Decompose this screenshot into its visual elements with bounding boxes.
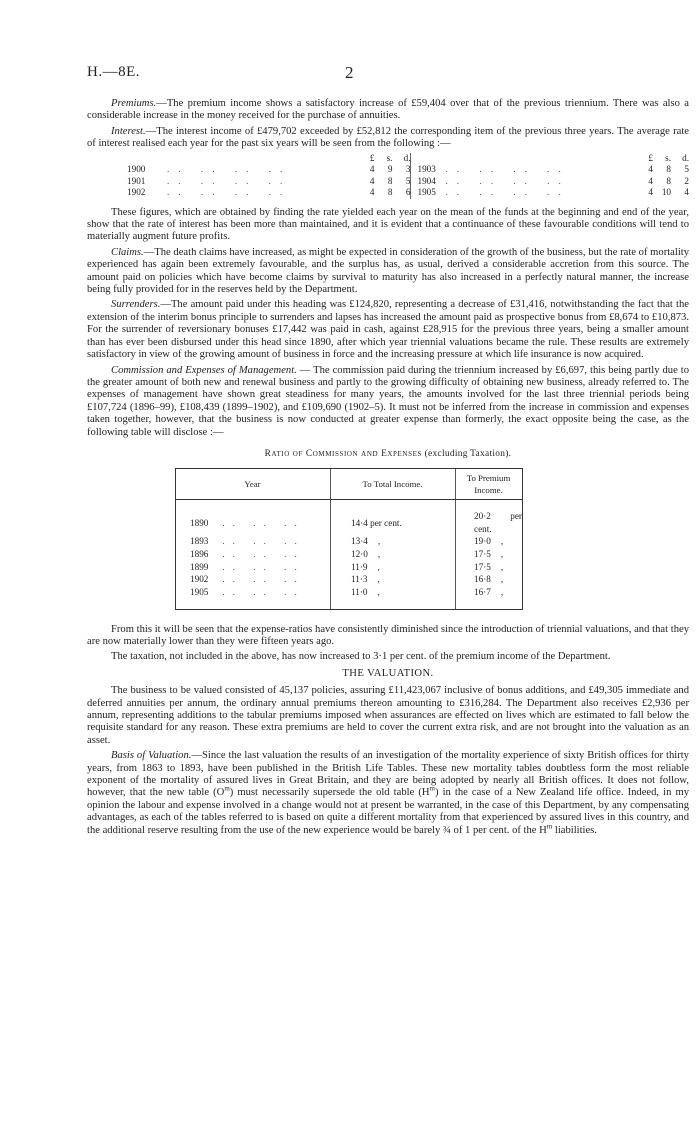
ratio-year: 1902 — [190, 574, 209, 585]
surrenders-paragraph — [87, 299, 689, 361]
ditto-mark: , — [377, 536, 381, 547]
ratio-total: 11·3 — [351, 574, 368, 585]
column-header-year: Year — [176, 469, 331, 500]
ditto-mark: , — [377, 587, 380, 598]
ratio-year: 1899 — [190, 561, 209, 572]
basis-text: ) in the case of a New Zealand life office. Indeed, in my opinion the labour and expense involved in a change would not at present be warranted, in the case of this Department, by any compensating advantages, as each of the tables referred to is based on quite a different mortality from that experienced by assured lives in this country, and the additional reserve resulting from the use of the new experience would be barely ¾ of 1 per cent. of the H — [87, 787, 690, 836]
ratio-row: 1890 .. .. .. 14·4 per cent. 20·2 per cent. — [176, 500, 523, 535]
rate-year: 1901 — [127, 175, 146, 186]
commission-paragraph — [87, 365, 689, 439]
rate-shillings: 9 — [387, 164, 393, 175]
basis-text: liabilities. — [552, 824, 597, 836]
rate-pence: 2 — [684, 175, 689, 186]
superscript: m — [546, 822, 553, 831]
unit-pounds: £ — [648, 152, 653, 163]
ratio-total: 11·9 — [351, 561, 368, 572]
ditto-mark: , — [377, 548, 381, 559]
rate-year: 1905 — [417, 187, 436, 198]
rate-shillings: 10 — [661, 187, 671, 198]
commission-text: — The commission paid during the triennium increased by £6,697, this being partly due to the greater amount of both new and renewal business and partly to the growing difficulty of obtaining new business, already referred to. The expenses of management have shown great steadiness for many years, the amounts involved for the last three triennial periods being £107,724 (1896–99), £108,439 (1899–1902), and £109,690 (1902–5). It must not be inferred from the increase in commission and expenses taken together, however, that the business is now conducted at greater expense than formerly, the exact opposite being the case, as the following table will disclose :— — [87, 364, 689, 438]
section-heading-valuation: THE VALUATION. — [342, 667, 434, 679]
rate-pence: 5 — [684, 164, 689, 175]
ratio-premium: 17·5 — [474, 548, 491, 559]
ratio-premium: 17·5 — [474, 561, 491, 572]
interest-rate-row: 1902 .. .. .. .. 4 8 6 1905 .. .. .. .. 4 10 4 — [87, 187, 689, 199]
taxation-paragraph: The taxation, not included in the above, has now increased to 3·1 per cent. of the premium income of the Department. — [111, 651, 611, 663]
rate-pounds: 4 — [369, 164, 375, 175]
unit-pounds: £ — [369, 152, 375, 163]
premiums-text: —The premium income shows a satisfactory increase of £59,404 over that of the previous triennium. There was also a considerable increase in the money received for the purchase of annuities. — [87, 98, 689, 122]
interest-rate-units-row — [87, 153, 689, 165]
ratio-row: 1896 .. .. .. 12·0 , 17·5 , — [176, 548, 523, 561]
interest-rate-row: 1900 .. .. .. .. 4 9 3 1903 .. .. .. .. 4 8 5 — [87, 164, 689, 176]
interest-heading: Interest. — [111, 125, 146, 137]
commission-heading: Commission and Expenses of Management. — [111, 364, 297, 376]
rate-year: 1900 — [127, 164, 146, 175]
rate-pounds: 4 — [648, 164, 653, 175]
rate-year: 1902 — [127, 187, 146, 198]
ratio-table — [175, 468, 523, 609]
rate-shillings: 8 — [387, 175, 393, 186]
ditto-mark: , — [500, 548, 504, 559]
rate-pence: 5 — [405, 175, 411, 186]
premiums-paragraph — [87, 98, 689, 123]
ratio-row: 1905 .. .. .. 11·0 , 16·7 , — [176, 586, 523, 609]
ratio-year: 1890 — [190, 517, 209, 528]
ratio-row: 1899 .. .. .. 11·9 , 17·5 , — [176, 561, 523, 574]
rate-year: 1903 — [417, 164, 436, 175]
unit-shillings: s. — [665, 152, 671, 163]
ditto-mark: , — [500, 536, 504, 547]
expense-ratio-paragraph: From this it will be seen that the expense-ratios have consistently diminished since the introduction of triennial valuations, and that they are now materially lower than they were fifteen years ago. — [87, 623, 689, 647]
basis-heading: Basis of Valuation. — [111, 750, 192, 762]
basis-text: —Since the last valuation the results of an investigation of the mortality experience of sixty British offices for thirty years, from 1863 to 1893, have been published in the British Life Tables. These new mortality tables doubtless form the most reliable exponent of the mortality of assured lives in Great Britain, and they are being adopted by nearly all British offices. It does not follow, however, that the new table (O — [87, 750, 689, 799]
page-number: 2 — [345, 63, 354, 82]
premiums-heading: Premiums. — [111, 98, 157, 109]
surrenders-heading: Surrenders. — [111, 299, 161, 311]
ditto-mark: , — [500, 561, 504, 572]
rate-pence: 4 — [684, 187, 689, 198]
rate-pence: 6 — [405, 187, 411, 198]
ratio-year: 1896 — [190, 548, 209, 559]
rate-pounds: 4 — [369, 187, 375, 198]
claims-text: —The death claims have increased, as might be expected in consideration of the growth of the business, but the rate of mortality experienced has again been extremely favourable, and the surplus has, as usual, derived a considerable accretion from this source. The amount paid on policies which have become claims by survival to maturity has also increased in a perfectly natural manner, the increase being fully provided for in the reserves held by the Department. — [87, 246, 689, 296]
column-header-premium-income: To Premium Income. — [456, 469, 523, 500]
ratio-year: 1893 — [190, 536, 209, 547]
ratio-table-title — [87, 448, 689, 460]
interest-rate-table — [87, 153, 689, 199]
rate-shillings: 8 — [387, 187, 393, 198]
rate-pounds: 4 — [648, 175, 653, 186]
surrenders-text: —The amount paid under this heading was £124,820, representing a decrease of £31,416, notwithstanding the fact that the extension of the interim bonus principle to surrenders and lapses has increased the amount paid as prospective bonus from £8,674 to £10,873. For the surrender of reversionary bonuses £17,442 was paid in cash, against £28,915 for the previous three years, being a smaller amount than has ever been disbursed under this head since 1890, after which year triennial valuations became the rule. These results are extremely satisfactory in view of the growing amount of business in force and the increasing pressure at which life insurance is now acquired. — [87, 299, 689, 361]
figures-paragraph: These figures, which are obtained by finding the rate yielded each year on the mean of the funds at the beginning and end of the year, show that the rate of interest has been more than maintained, and it is evident that a continuance of these favourable conditions will tend to materially augment future profits. — [87, 206, 689, 243]
basis-paragraph — [87, 750, 689, 837]
rate-year: 1904 — [417, 175, 436, 186]
ratio-premium: 16·8 — [474, 574, 491, 585]
ratio-header-row — [176, 469, 523, 500]
column-header-total-income: To Total Income. — [331, 469, 456, 500]
unit-pence: d. — [403, 152, 411, 163]
unit-pence: d. — [682, 152, 689, 163]
ratio-premium: 16·7 — [474, 587, 491, 598]
ratio-premium: 19·0 — [474, 536, 491, 547]
ratio-title-rest: (excluding Taxation). — [424, 448, 512, 459]
ditto-mark: , — [500, 574, 504, 585]
unit-shillings: s. — [386, 152, 393, 163]
ditto-mark: , — [377, 561, 380, 572]
ratio-total: 13·4 — [351, 536, 368, 547]
ratio-title-caps: Ratio of Commission and Expenses — [264, 448, 422, 459]
basis-text: ) must necessarily supersede the old table (H — [229, 787, 430, 799]
document-reference: H.—8E. — [87, 64, 140, 80]
claims-heading: Claims. — [111, 246, 144, 258]
ratio-premium: 20·2 per cent. — [456, 500, 523, 535]
ditto-mark: , — [500, 587, 504, 598]
claims-paragraph — [87, 247, 689, 297]
ratio-row: 1902 .. .. .. 11·3 , 16·8 , — [176, 573, 523, 586]
interest-paragraph — [87, 126, 689, 151]
superscript: m — [429, 784, 435, 793]
ratio-total: 11·0 — [351, 587, 368, 598]
superscript: m — [224, 784, 230, 793]
ratio-year: 1905 — [190, 587, 209, 598]
ratio-total: 14·4 per cent. — [331, 500, 456, 535]
valuation-paragraph: The business to be valued consisted of 45,137 policies, assuring £11,423,067 inclusive of bonus additions, and £49,305 immediate and deferred annuities per annum, the ordinary annual premiums thereon amounting to £316,284. The Department also receives £2,936 per annum, representing additions to the tabular premiums imposed when assurances are effected on lives which are estimated to fall below the requisite standard for any reason. These extra premiums are held to cover the current extra risk, and are not brought into the valuation as an asset. — [87, 685, 689, 746]
ditto-mark: , — [377, 574, 380, 585]
ratio-row: 1893 .. .. .. 13·4 , 19·0 , — [176, 535, 523, 548]
rate-pounds: 4 — [648, 187, 653, 198]
rate-pounds: 4 — [369, 175, 375, 186]
interest-text: —The interest income of £479,702 exceeded by £52,812 the corresponding item of the previous three years. The average rate of interest realised each year for the past six years will be seen from the following :— — [87, 125, 689, 150]
rate-shillings: 8 — [666, 164, 671, 175]
interest-rate-row: 1901 .. .. .. .. 4 8 5 1904 .. .. .. .. 4 8 2 — [87, 176, 689, 188]
document-body — [87, 98, 689, 840]
rate-shillings: 8 — [666, 175, 671, 186]
ratio-total: 12·0 — [351, 548, 368, 559]
rate-pence: 3 — [405, 164, 411, 175]
